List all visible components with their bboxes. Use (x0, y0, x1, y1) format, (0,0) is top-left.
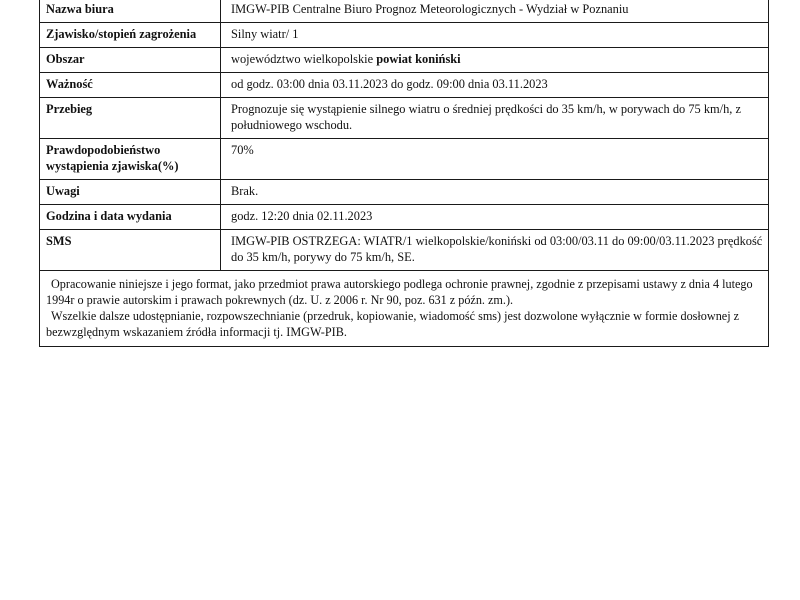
row-issued (40, 205, 769, 230)
issued-value: godz. 12:20 dnia 02.11.2023 (221, 205, 769, 230)
warning-table (39, 0, 769, 271)
office-value: IMGW-PIB Centralne Biuro Prognoz Meteorologicznych - Wydział w Poznaniu (221, 0, 769, 23)
copyright-text: Opracowanie niniejsze i jego format, jako przedmiot prawa autorskiego podlega ochronie prawnej, zgodnie z przepisami ustawy z dnia 4 lutego 1994r o prawie autorskim i prawach pokrewnych (dz. U. z 2006 r. Nr 90, poz. 631 z późn. zm.). (46, 277, 753, 307)
row-phenomenon (40, 23, 769, 48)
phenomenon-label: Zjawisko/stopień zagrożenia (40, 23, 221, 48)
row-area (40, 48, 769, 73)
remarks-label: Uwagi (40, 180, 221, 205)
sms-value: IMGW-PIB OSTRZEGA: WIATR/1 wielkopolskie/koniński od 03:00/03.11 do 09:00/03.11.2023 prędkość do 35 km/h, porywy do 75 km/h, SE. (221, 230, 769, 271)
area-voivodeship: województwo wielkopolskie (231, 52, 377, 66)
row-course (40, 98, 769, 139)
remarks-value: Brak. (221, 180, 769, 205)
area-label: Obszar (40, 48, 221, 73)
area-value (221, 48, 769, 73)
validity-label: Ważność (40, 73, 221, 98)
warning-document (39, 0, 769, 347)
row-remarks (40, 180, 769, 205)
course-label: Przebieg (40, 98, 221, 139)
distribution-text: Wszelkie dalsze udostępnianie, rozpowszechnianie (przedruk, kopiowanie, wiadomość sms) jest dozwolone wyłącznie w formie dosłownej z bezwzględnym wskazaniem źródła informacji tj. IMGW-PIB. (46, 309, 740, 339)
row-sms (40, 230, 769, 271)
row-office (40, 0, 769, 23)
phenomenon-value: Silny wiatr/ 1 (221, 23, 769, 48)
office-label: Nazwa biura (40, 0, 221, 23)
issued-label: Godzina i data wydania (40, 205, 221, 230)
row-probability (40, 139, 769, 180)
probability-label: Prawdopodobieństwo wystąpienia zjawiska(%) (40, 139, 221, 180)
course-value: Prognozuje się wystąpienie silnego wiatru o średniej prędkości do 35 km/h, w porywach do 75 km/h, z południowego wschodu. (221, 98, 769, 139)
sms-label: SMS (40, 230, 221, 271)
copyright-notice (39, 271, 769, 347)
row-validity (40, 73, 769, 98)
validity-value: od godz. 03:00 dnia 03.11.2023 do godz. 09:00 dnia 03.11.2023 (221, 73, 769, 98)
probability-value: 70% (221, 139, 769, 180)
area-county: powiat koniński (376, 52, 461, 66)
